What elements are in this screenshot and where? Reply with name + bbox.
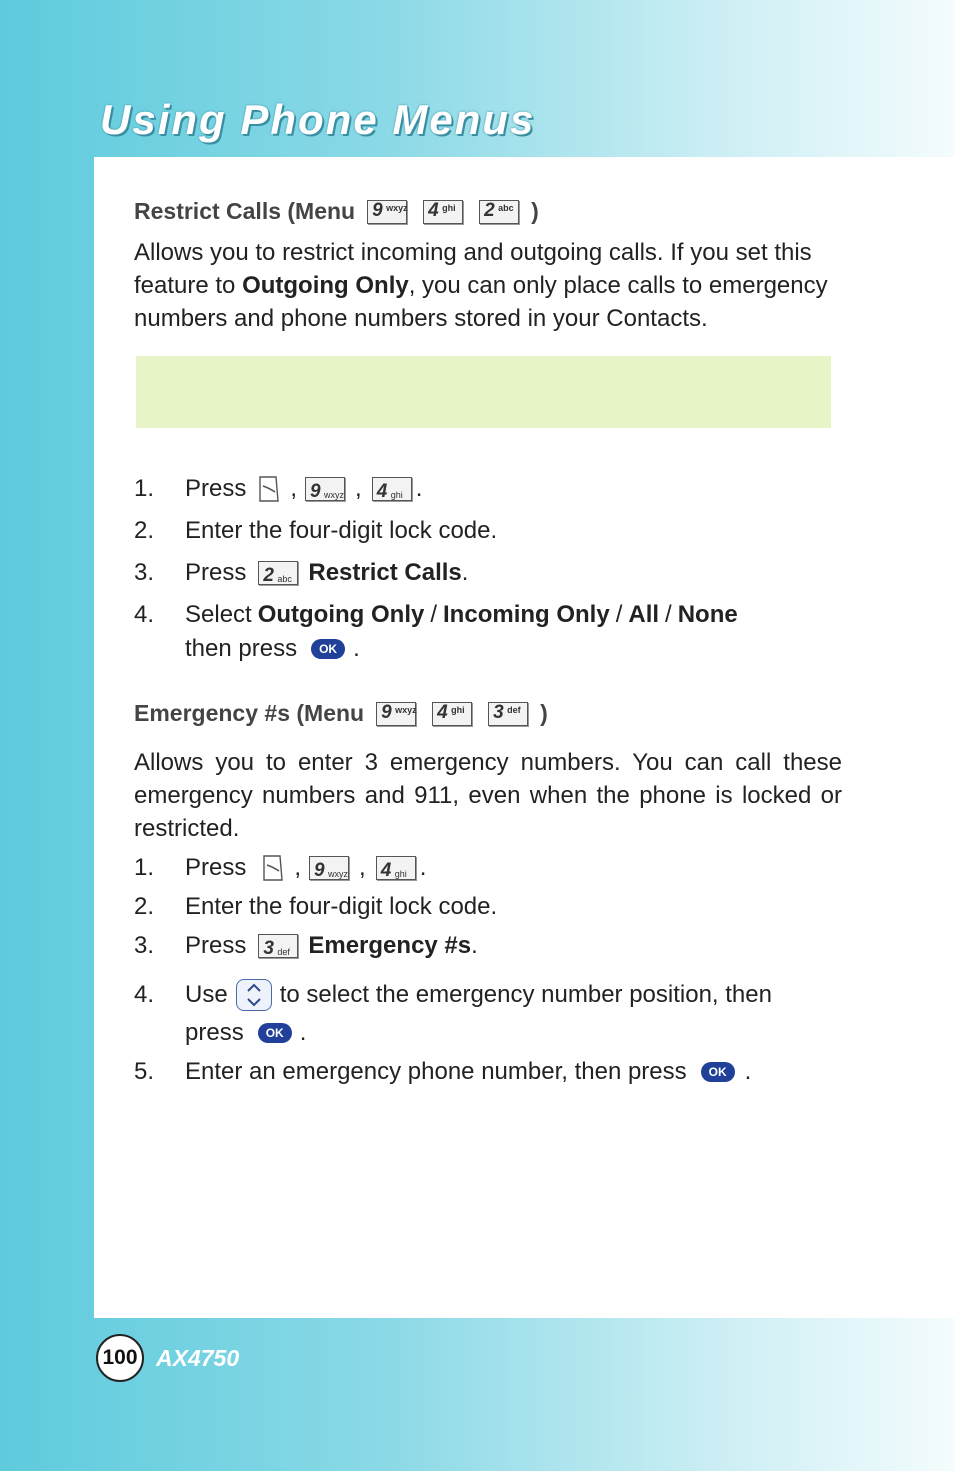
ok-key-icon: OK xyxy=(258,1023,292,1043)
step-3: 3. Press 3 def Emergency #s . xyxy=(134,932,478,959)
step-4: 4. Use to select the emergency number position, then xyxy=(134,979,772,1011)
section-heading-restrict-calls xyxy=(134,198,539,225)
key-9-icon: 9 wxyz xyxy=(305,477,345,501)
step-2: 2. Enter the four-digit lock code. xyxy=(134,893,498,920)
key-3-icon: 3 def xyxy=(488,702,528,726)
heading-text: Restrict Calls (Menu xyxy=(134,198,356,224)
section-heading-emergency xyxy=(134,700,548,727)
step-5: 5. Enter an emergency phone number, then press OK . xyxy=(134,1058,752,1085)
key-4-icon: 4 ghi xyxy=(432,702,472,726)
key-4-icon: 4 ghi xyxy=(376,856,416,880)
key-2-icon: 2 abc xyxy=(479,200,519,224)
page-footer xyxy=(96,1334,239,1382)
heading-close: ) xyxy=(531,198,539,224)
page-number: 100 xyxy=(96,1334,144,1382)
step-4-continued: press OK . xyxy=(185,1019,307,1046)
note-box xyxy=(136,356,831,428)
send-key-icon xyxy=(256,474,282,504)
page-title: Using Phone Menus xyxy=(100,96,536,143)
ok-key-icon: OK xyxy=(701,1062,735,1082)
step-4: 4. Select Outgoing Only / Incoming Only / All / None xyxy=(134,601,738,628)
section-body-emergency: Allows you to enter 3 emergency numbers. You can call these emergency numbers and 911, even when the phone is locked or restricted. xyxy=(134,749,842,842)
key-4-icon: 4 ghi xyxy=(372,477,412,501)
step-2: 2. Enter the four-digit lock code. xyxy=(134,517,498,544)
key-4-icon: 4 ghi xyxy=(423,200,463,224)
key-2-icon: 2 abc xyxy=(258,561,298,585)
model-name: AX4750 xyxy=(156,1344,240,1371)
key-9-icon: 9 wxyz xyxy=(309,856,349,880)
section-body-restrict-calls: Allows you to restrict incoming and outgoing calls. If you set this feature to Outgoing Only, you can only place calls to emergency numbers and phone numbers stored in your Contacts. xyxy=(134,239,828,332)
key-9-icon: 9 wxyz xyxy=(376,702,416,726)
heading-text: Emergency #s (Menu xyxy=(134,700,365,726)
step-1: 1. Press , 9 wxyz , 4 ghi . xyxy=(134,854,427,881)
step-4-continued: then press OK . xyxy=(185,635,360,662)
heading-close: ) xyxy=(540,700,548,726)
send-key-icon xyxy=(260,853,286,883)
key-9-icon: 9 wxyz xyxy=(367,200,407,224)
step-3: 3. Press 2 abc Restrict Calls . xyxy=(134,559,469,586)
key-3-icon: 3 def xyxy=(258,934,298,958)
step-1: 1. Press , 9 wxyz , 4 ghi . xyxy=(134,475,423,502)
nav-key-icon xyxy=(236,979,272,1011)
ok-key-icon: OK xyxy=(311,639,345,659)
